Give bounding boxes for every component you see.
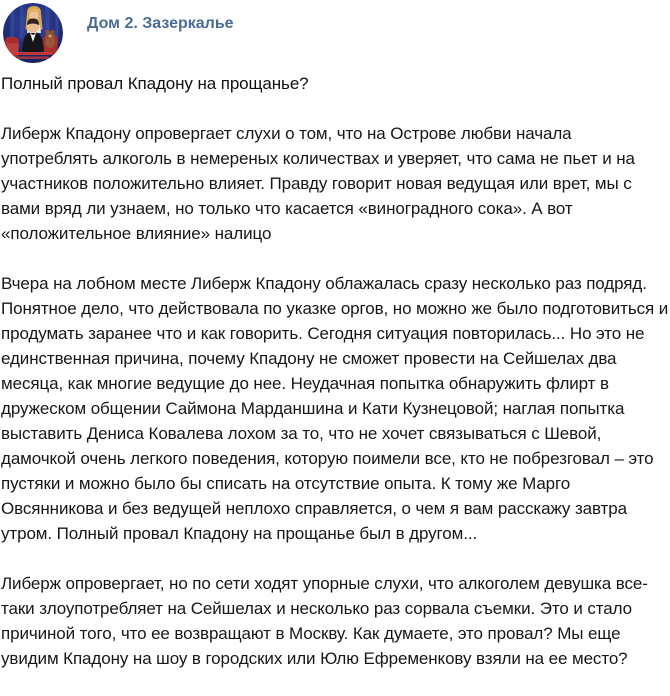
- post-paragraph: Либерж Кпадону опровергает слухи о том, что на Острове любви начала употреблять алкоголь в немереных количествах и уверяет, что сама не пьет и на участников положительно влияет. Правду говорит новая ведущая или врет, мы с вами вряд ли узнаем, но только что касается «виноградного сока». А вот «положительное влияние» налицо: [1, 124, 635, 243]
- community-avatar[interactable]: [3, 3, 63, 63]
- avatar-image-icon: [3, 3, 63, 63]
- post-paragraph: Вчера на лобном месте Либерж Кпадону облажалась сразу несколько раз подряд. Понятное дело, что действовала по указке оргов, но можно же было подготовиться и продумать заранее что и как говорить. Сегодня ситуация повторилась... Но это не единственная причина, почему Кпадону не сможет провести на Сейшелах два месяца, как многие ведущие до нее. Неудачная попытка обнаружить флирт в дружеском общении Саймона Марданшина и Кати Кузнецовой; наглая попытка выставить Дениса Ковалева лохом за то, что не хочет связываться с Шевой, дамочкой очень легкого поведения, которую поимели все, кто не побрезговал – это пустяки и можно было бы списать на отсутствие опыта. К тому же Марго Овсянникова и без ведущей неплохо справляется, о чем я вам расскажу завтра утром. Полный провал Кпадону на прощанье был в другом...: [1, 274, 669, 543]
- post-heading: Полный провал Кпадону на прощанье?: [1, 74, 309, 93]
- post-text: [1, 71, 669, 671]
- post-header: [3, 3, 234, 63]
- community-name-link[interactable]: Дом 2. Зазеркалье: [87, 15, 234, 32]
- post-paragraph: Либерж опровергает, но по сети ходят упорные слухи, что алкоголем девушка все-таки злоупотребляет на Сейшелах и несколько раз сорвала съемки. Это и стало причиной того, что ее возвращают в Москву. Как думаете, это провал? Мы еще увидим Кпадону на шоу в городских или Юлю Ефременкову взяли на ее место?: [1, 574, 648, 668]
